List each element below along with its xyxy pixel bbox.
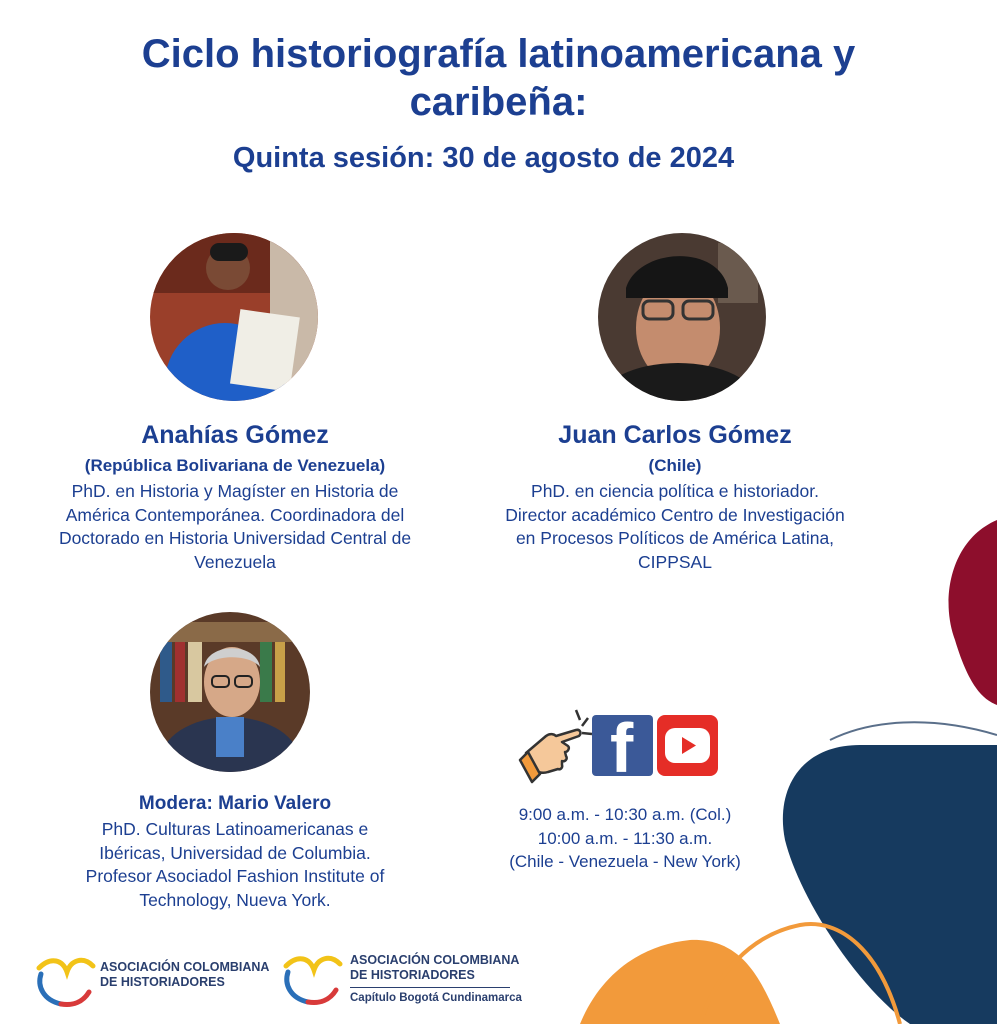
speaker-2-photo <box>598 233 766 401</box>
logo-line: ASOCIACIÓN COLOMBIANA <box>100 960 270 974</box>
bio-line: PhD. Culturas Latinoamericanas e <box>101 819 369 839</box>
orange-shape <box>580 940 780 1024</box>
logo-1-text <box>100 960 269 990</box>
bio-line: CIPPSAL <box>638 551 712 572</box>
speaker-1-photo <box>150 233 318 401</box>
logo-line: ASOCIACIÓN COLOMBIANA <box>350 953 520 967</box>
title-line-1: Ciclo historiografía latinoamericana y <box>141 32 856 76</box>
speaker-2-bio <box>470 480 880 574</box>
bio-line: Venezuela <box>194 551 276 572</box>
bio-line: Doctorado en Historia Universidad Central de <box>58 528 412 548</box>
bio-line: Technology, Nueva York. <box>139 889 331 910</box>
schedule-line: 9:00 a.m. - 10:30 a.m. (Col.) <box>518 805 732 824</box>
logo-2-text <box>350 953 522 1006</box>
facebook-icon[interactable] <box>592 715 653 776</box>
youtube-icon[interactable] <box>657 715 718 776</box>
crimson-shape <box>949 520 997 705</box>
title-line-2: caribeña: <box>409 80 588 124</box>
association-chapter-logo-icon <box>280 950 344 1006</box>
speaker-2-country: (Chile) <box>648 456 702 475</box>
bio-line: Profesor Asociadol Fashion Institute of <box>85 866 385 886</box>
schedule-line: 10:00 a.m. - 11:30 a.m. <box>537 828 713 848</box>
speaker-1-name: Anahías Gómez <box>141 421 329 449</box>
outline-arc-shape <box>830 722 997 740</box>
bio-line: PhD. en ciencia política e historiador. <box>531 481 819 501</box>
speaker-1-country: (República Bolivariana de Venezuela) <box>84 456 386 475</box>
bio-line: Ibéricas, Universidad de Columbia. <box>99 842 371 863</box>
logo-divider <box>350 987 510 988</box>
moderator-photo <box>150 612 310 772</box>
session-subtitle: Quinta sesión: 30 de agosto de 2024 <box>232 142 735 174</box>
pointing-hand-icon <box>518 708 594 784</box>
bio-line: en Procesos Políticos de América Latina, <box>515 528 835 548</box>
facebook-letter: f <box>610 715 634 776</box>
schedule <box>460 803 790 874</box>
speaker-1-bio <box>20 480 450 574</box>
navy-pill-shape <box>783 745 997 1024</box>
schedule-line: (Chile - Venezuela - New York) <box>509 852 741 871</box>
speaker-2-name: Juan Carlos Gómez <box>558 421 792 449</box>
bio-line: América Contemporánea. Coordinadora del <box>65 504 405 525</box>
moderator-name: Modera: Mario Valero <box>138 793 332 814</box>
moderator-bio <box>40 818 430 912</box>
association-logo-icon <box>33 952 97 1008</box>
logo-line: DE HISTORIADORES <box>100 975 225 989</box>
bio-line: Director académico Centro de Investigación <box>505 504 845 525</box>
bio-line: PhD. en Historia y Magíster en Historia de <box>71 481 399 501</box>
page-title <box>0 30 997 126</box>
logo-line: DE HISTORIADORES <box>350 968 475 982</box>
logo-chapter-line: Capítulo Bogotá Cundinamarca <box>350 992 522 1004</box>
